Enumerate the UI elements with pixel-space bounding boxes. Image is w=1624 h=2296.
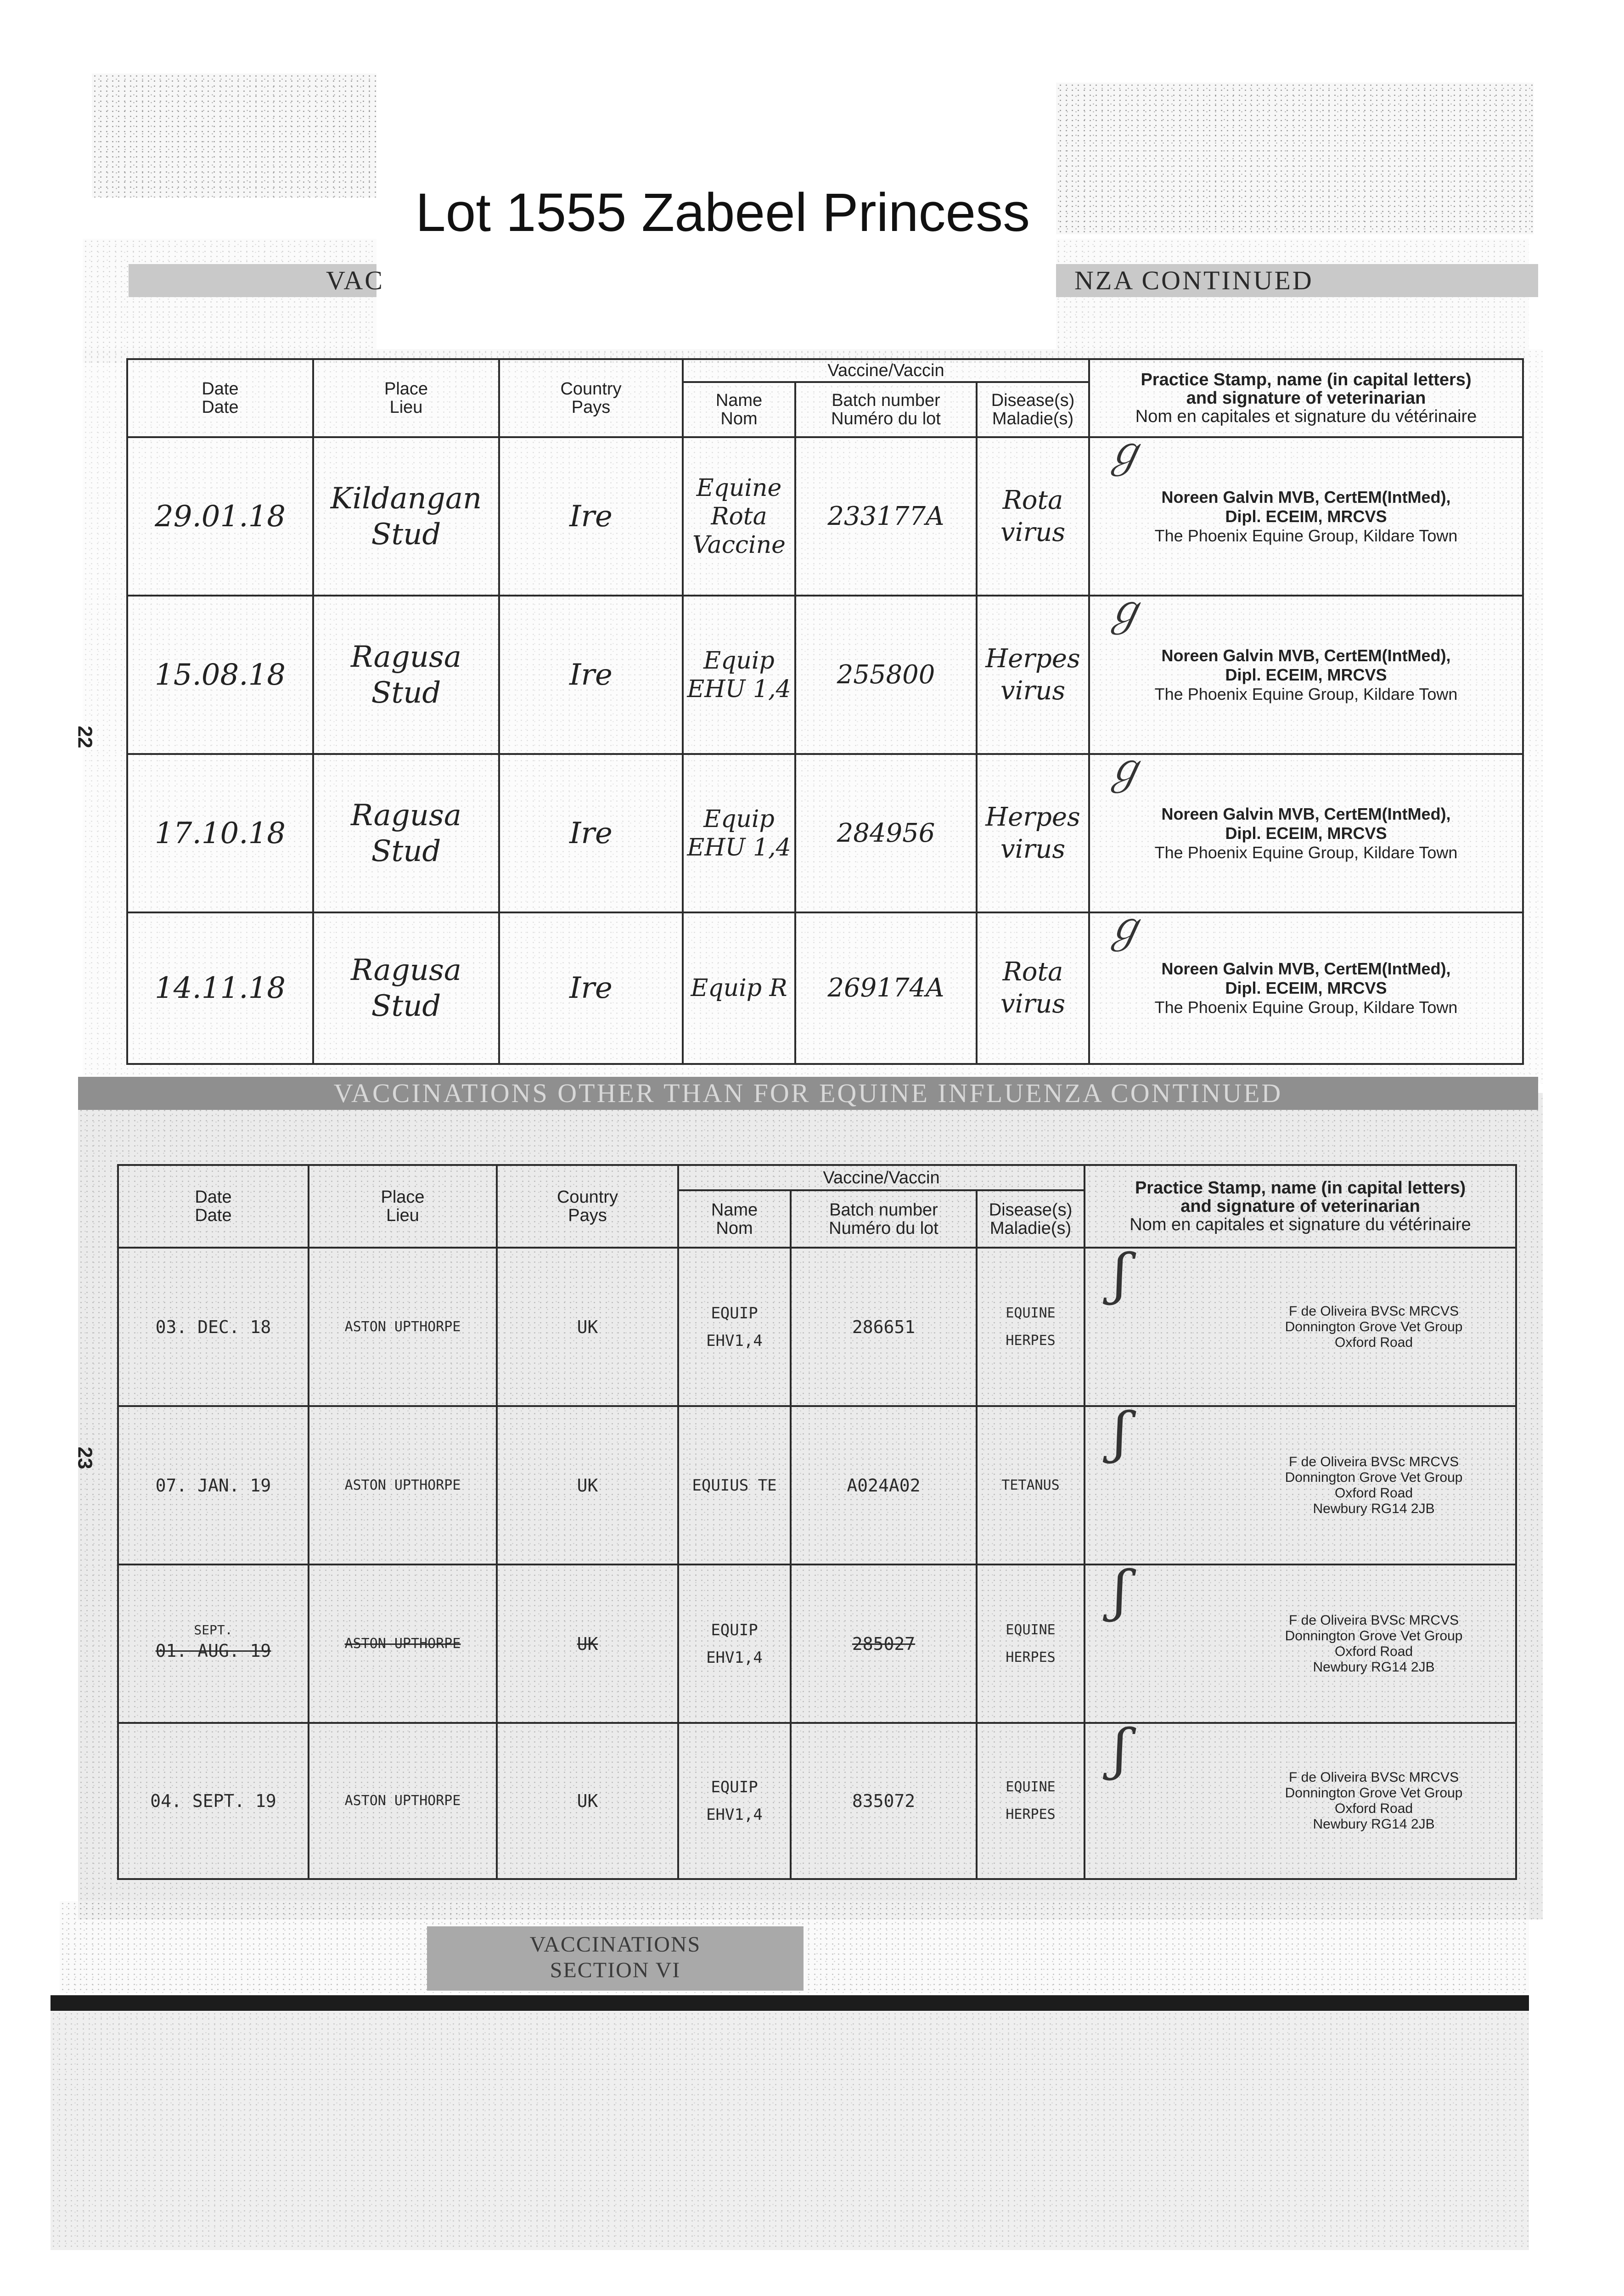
row-country: Ire — [499, 437, 683, 596]
row-place: Ragusa Stud — [313, 596, 499, 754]
header-practice-line1: Practice Stamp, name (in capital letters) — [1141, 370, 1472, 389]
vet-stamp — [1085, 1718, 1516, 1879]
row-disease: EQUINE HERPES — [977, 1564, 1085, 1723]
header-country-en: Country — [560, 379, 622, 399]
signature-icon: ʃ — [1113, 1559, 1128, 1623]
stamp-credentials: Dipl. ECEIM, MRCVS — [1225, 506, 1387, 526]
stamp-vet-name: F de Oliveira BVSc MRCVS — [1288, 1770, 1459, 1785]
header-disease-en: Disease(s) — [989, 1200, 1073, 1220]
signature-icon: ʃ — [1113, 1401, 1128, 1465]
row-disease: Herpes virus — [977, 596, 1089, 754]
row-date: 17.10.18 — [127, 754, 313, 912]
header-date — [118, 1165, 309, 1248]
row-disease: TETANUS — [977, 1406, 1085, 1564]
row-batch: 269174A — [795, 912, 977, 1064]
header-disease-fr: Maladie(s) — [992, 409, 1074, 428]
row-country: Ire — [499, 596, 683, 754]
page-title: Lot 1555 Zabeel Princess — [416, 182, 1030, 243]
row-batch: 284956 — [795, 754, 977, 912]
header-batch — [791, 1190, 977, 1248]
vet-stamp — [1089, 903, 1523, 1064]
header-batch-fr: Numéro du lot — [829, 1218, 938, 1238]
top-band-left-text: VAC — [326, 265, 384, 295]
row-vaccine-name: Equip R — [683, 912, 795, 1064]
header-disease — [977, 1190, 1085, 1248]
row-vaccine-name: Equine Rota Vaccine — [683, 437, 795, 596]
header-batch-fr: Numéro du lot — [831, 409, 941, 428]
row-date: 07. JAN. 19 — [118, 1406, 309, 1564]
header-date-fr: Date — [195, 1206, 232, 1225]
row-vaccine-name: Equip EHU 1,4 — [683, 596, 795, 754]
vet-stamp — [1089, 428, 1523, 596]
row-place: Kildangan Stud — [313, 437, 499, 596]
row-country: Ire — [499, 754, 683, 912]
header-disease-en: Disease(s) — [991, 391, 1075, 410]
row-country: UK — [497, 1564, 678, 1723]
table-row — [127, 596, 1523, 754]
row-date — [118, 1564, 309, 1723]
signature-icon: ℊ — [1104, 745, 1146, 793]
row-batch: 255800 — [795, 596, 977, 754]
table-row — [118, 1564, 1516, 1723]
vaccination-table-upper — [126, 358, 1524, 1065]
header-place — [309, 1165, 497, 1248]
stamp-vet-name: F de Oliveira BVSc MRCVS — [1288, 1454, 1459, 1469]
table-row — [127, 754, 1523, 912]
header-name — [683, 382, 795, 437]
row-place: Ragusa Stud — [313, 754, 499, 912]
row-disease: Herpes virus — [977, 754, 1089, 912]
header-place-fr: Lieu — [386, 1206, 419, 1225]
header-batch-en: Batch number — [829, 1200, 938, 1220]
header-name-fr: Nom — [720, 409, 758, 428]
header-date-en: Date — [202, 379, 239, 399]
signature-icon: ℊ — [1104, 428, 1146, 476]
stamp-vet-name: Noreen Galvin MVB, CertEM(IntMed), — [1161, 487, 1451, 506]
stamp-credentials: Dipl. ECEIM, MRCVS — [1225, 665, 1387, 684]
header-name-en: Name — [715, 391, 763, 410]
vet-stamp — [1085, 1559, 1516, 1723]
top-section-band-left — [129, 264, 384, 297]
row-date: 15.08.18 — [127, 596, 313, 754]
stamp-practice: The Phoenix Equine Group, Kildare Town — [1154, 998, 1458, 1017]
row-vaccine-name: Equip EHU 1,4 — [683, 754, 795, 912]
row-place: ASTON UPTHORPE — [309, 1564, 497, 1723]
scan-noise-bottom — [51, 2011, 1529, 2250]
row-batch: A024A02 — [791, 1406, 977, 1564]
header-place — [313, 359, 499, 437]
stamp-address: Oxford Road — [1334, 1801, 1413, 1816]
table-row — [118, 1406, 1516, 1564]
header-country-fr: Pays — [571, 398, 611, 417]
row-country: UK — [497, 1248, 678, 1406]
table-row — [118, 1723, 1516, 1879]
row-batch: 285027 — [791, 1564, 977, 1723]
stamp-practice: The Phoenix Equine Group, Kildare Town — [1154, 843, 1458, 862]
header-batch — [795, 382, 977, 437]
stamp-vet-name: F de Oliveira BVSc MRCVS — [1288, 1303, 1459, 1319]
row-date: 14.11.18 — [127, 912, 313, 1064]
row-disease: Rota virus — [977, 437, 1089, 596]
section-label-line1: VACCINATIONS — [529, 1932, 701, 1957]
row-date-correction: SEPT. — [194, 1622, 233, 1638]
vet-stamp — [1089, 745, 1523, 912]
stamp-practice: The Phoenix Equine Group, Kildare Town — [1154, 684, 1458, 703]
stamp-address: Oxford Road — [1334, 1334, 1413, 1350]
row-disease: EQUINE HERPES — [977, 1248, 1085, 1406]
header-name-fr: Nom — [716, 1218, 753, 1238]
header-practice — [1089, 359, 1523, 437]
row-disease: EQUINE HERPES — [977, 1723, 1085, 1879]
row-date: 04. SEPT. 19 — [118, 1723, 309, 1879]
header-country-fr: Pays — [568, 1206, 607, 1225]
header-date-en: Date — [195, 1187, 232, 1207]
signature-icon: ʃ — [1113, 1718, 1128, 1782]
vet-stamp — [1089, 586, 1523, 754]
row-vaccine-name: EQUIP EHV1,4 — [678, 1723, 791, 1879]
header-name-en: Name — [711, 1200, 758, 1220]
header-place-en: Place — [384, 379, 428, 399]
mid-section-band — [78, 1077, 1538, 1110]
table-row — [127, 912, 1523, 1064]
header-practice-line2: and signature of veterinarian — [1186, 388, 1426, 408]
header-practice-fr: Nom en capitales et signature du vétérinaire — [1129, 1215, 1471, 1234]
row-date: 03. DEC. 18 — [118, 1248, 309, 1406]
header-practice-line1: Practice Stamp, name (in capital letters) — [1135, 1178, 1466, 1198]
row-disease: Rota virus — [977, 912, 1089, 1064]
stamp-vet-name: F de Oliveira BVSc MRCVS — [1288, 1612, 1459, 1628]
header-vaccine: Vaccine/Vaccin — [678, 1165, 1085, 1190]
header-disease-fr: Maladie(s) — [989, 1218, 1072, 1238]
stamp-postcode: Newbury RG14 2JB — [1313, 1659, 1435, 1675]
row-batch: 286651 — [791, 1248, 977, 1406]
header-date-fr: Date — [202, 398, 239, 417]
vaccination-table-lower — [117, 1164, 1517, 1880]
header-practice — [1085, 1165, 1516, 1248]
row-country: Ire — [499, 912, 683, 1064]
page-number-bottom: 23 — [73, 1446, 96, 1469]
table-row — [127, 437, 1523, 596]
row-place: ASTON UPTHORPE — [309, 1406, 497, 1564]
row-vaccine-name: EQUIP EHV1,4 — [678, 1564, 791, 1723]
signature-icon: ℊ — [1104, 903, 1146, 951]
stamp-address: Oxford Road — [1334, 1643, 1413, 1659]
stamp-practice: The Phoenix Equine Group, Kildare Town — [1154, 526, 1458, 545]
stamp-practice: Donnington Grove Vet Group — [1285, 1319, 1463, 1334]
stamp-practice: Donnington Grove Vet Group — [1285, 1785, 1463, 1801]
header-batch-en: Batch number — [832, 391, 940, 410]
vet-stamp — [1085, 1243, 1516, 1406]
stamp-credentials: Dipl. ECEIM, MRCVS — [1225, 979, 1387, 997]
table-row — [118, 1248, 1516, 1406]
scan-noise-top-right — [1051, 83, 1534, 234]
stamp-vet-name: Noreen Galvin MVB, CertEM(IntMed), — [1161, 804, 1451, 823]
row-vaccine-name: EQUIUS TE — [678, 1406, 791, 1564]
row-vaccine-name: EQUIP EHV1,4 — [678, 1248, 791, 1406]
stamp-vet-name: Noreen Galvin MVB, CertEM(IntMed), — [1161, 959, 1451, 978]
page-divider — [51, 1995, 1529, 2011]
row-country: UK — [497, 1406, 678, 1564]
stamp-vet-name: Noreen Galvin MVB, CertEM(IntMed), — [1161, 646, 1451, 665]
row-country: UK — [497, 1723, 678, 1879]
stamp-postcode: Newbury RG14 2JB — [1313, 1817, 1435, 1832]
header-date — [127, 359, 313, 437]
row-batch: 233177A — [795, 437, 977, 596]
header-disease — [977, 382, 1089, 437]
row-date-struck: 01. AUG. 19 — [155, 1640, 271, 1661]
page-number-top: 22 — [73, 726, 96, 748]
header-place-fr: Lieu — [389, 398, 423, 417]
stamp-credentials: Dipl. ECEIM, MRCVS — [1225, 823, 1387, 843]
signature-icon: ℊ — [1104, 586, 1146, 635]
header-place-en: Place — [381, 1187, 425, 1207]
top-section-band-right — [1056, 264, 1538, 297]
row-date: 29.01.18 — [127, 437, 313, 596]
vet-stamp — [1085, 1401, 1516, 1564]
header-practice-fr: Nom en capitales et signature du vétérinaire — [1135, 407, 1477, 426]
header-practice-line2: and signature of veterinarian — [1180, 1197, 1420, 1216]
row-place: Ragusa Stud — [313, 912, 499, 1064]
row-place: ASTON UPTHORPE — [309, 1723, 497, 1879]
header-vaccine: Vaccine/Vaccin — [683, 359, 1089, 382]
section-label-line2: SECTION VI — [550, 1958, 681, 1982]
header-country — [499, 359, 683, 437]
header-country — [497, 1165, 678, 1248]
row-batch: 835072 — [791, 1723, 977, 1879]
stamp-practice: Donnington Grove Vet Group — [1285, 1628, 1463, 1643]
mid-band-text: VACCINATIONS OTHER THAN FOR EQUINE INFLUENZA CONTINUED — [333, 1078, 1283, 1108]
header-country-en: Country — [556, 1187, 618, 1207]
stamp-practice: Donnington Grove Vet Group — [1285, 1469, 1463, 1485]
section-label — [427, 1926, 804, 1991]
row-place: ASTON UPTHORPE — [309, 1248, 497, 1406]
signature-icon: ʃ — [1113, 1243, 1128, 1306]
header-name — [678, 1190, 791, 1248]
stamp-address: Oxford Road — [1334, 1485, 1413, 1501]
stamp-postcode: Newbury RG14 2JB — [1313, 1501, 1435, 1516]
top-band-right-text: NZA CONTINUED — [1074, 265, 1314, 295]
